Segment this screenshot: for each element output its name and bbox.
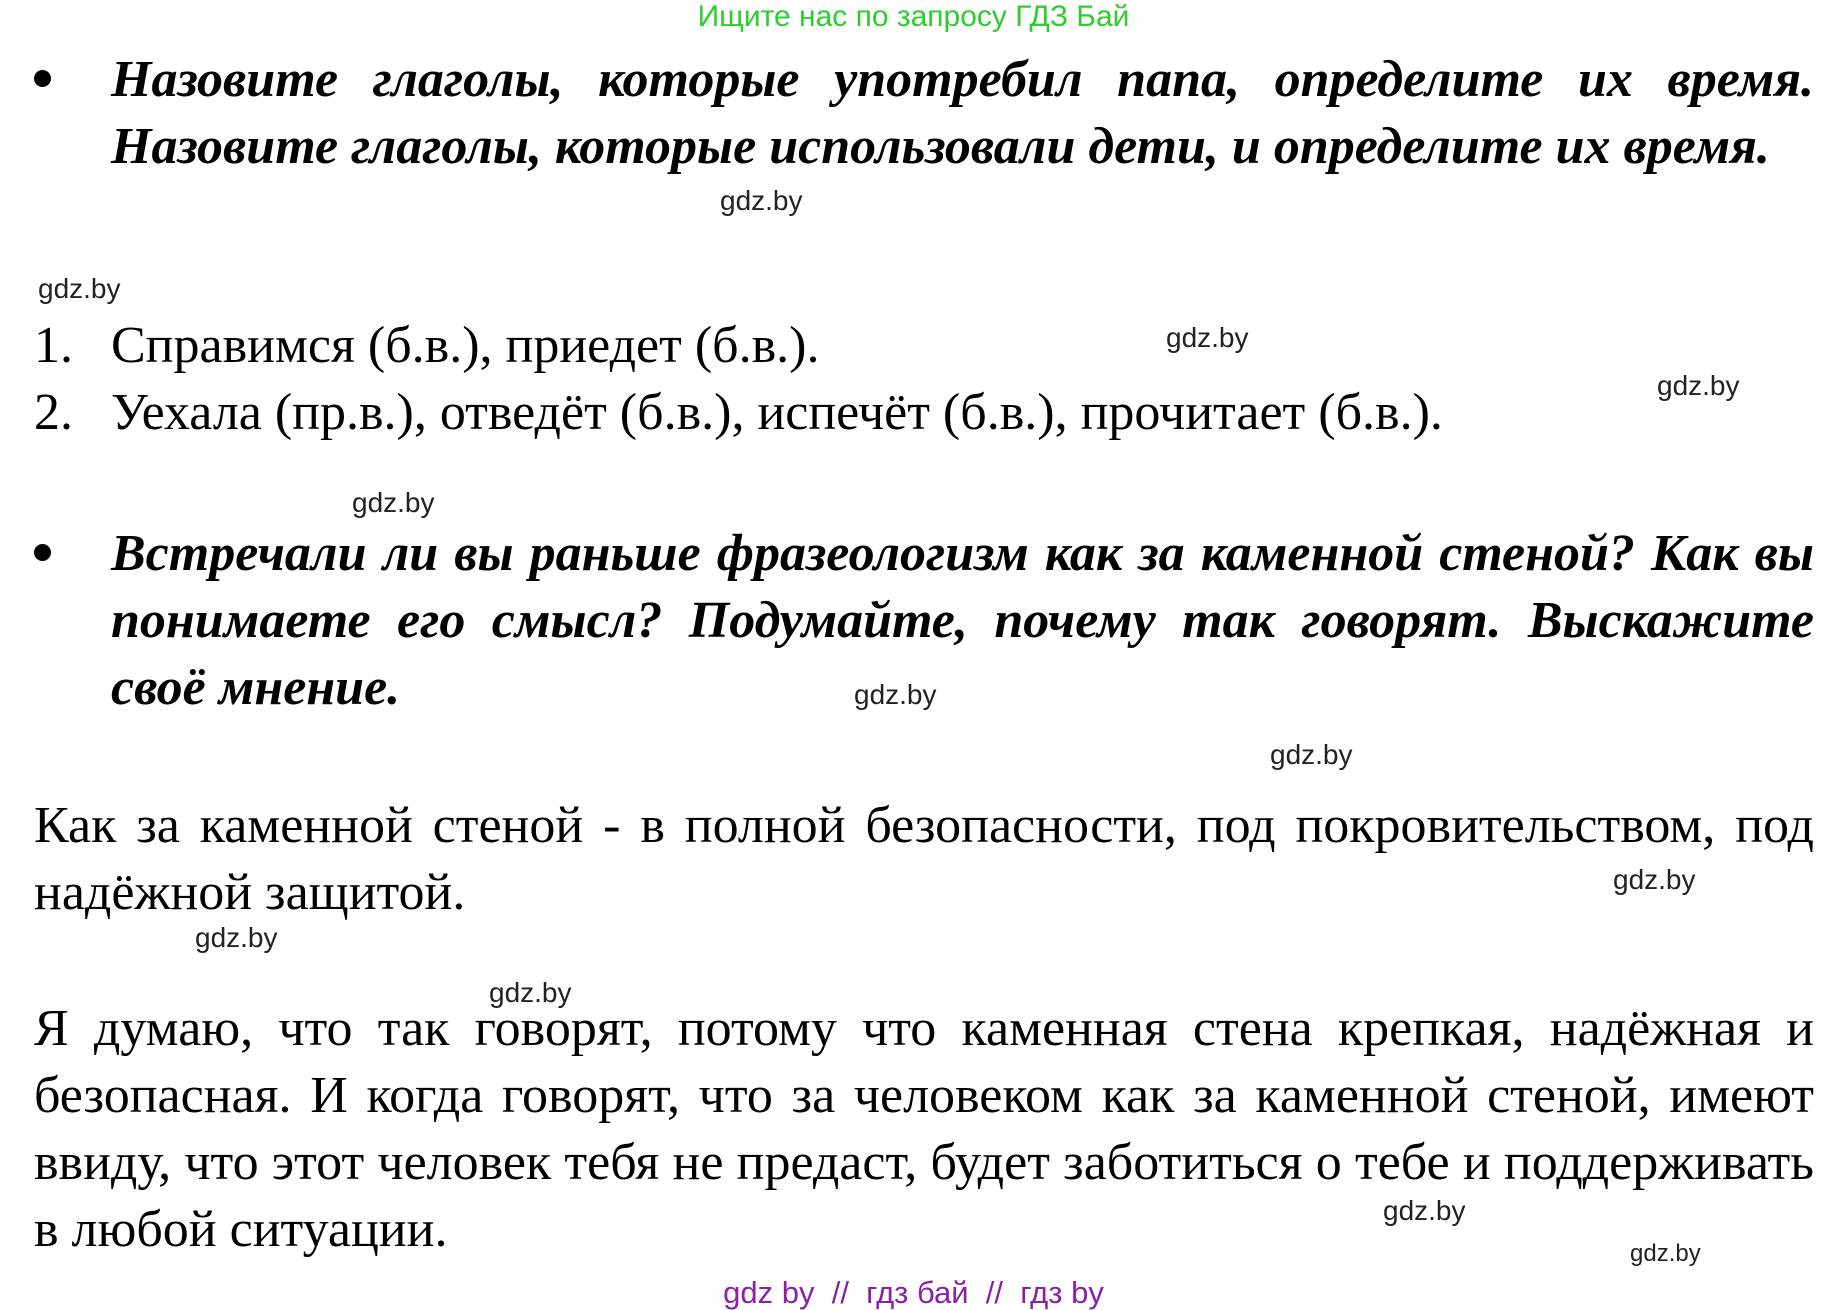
answer-2-opinion: Я думаю, что так говорят, потому что каменная стена крепкая, надёжная и безопасная. И когда говорят, что за человеком как за каменной стеной, имеют ввиду, что этот человек тебя не предаст, будет заботиться о тебе и поддерживать в любой ситуации.	[34, 1000, 1814, 1258]
list-item-number: 2.	[34, 384, 73, 441]
question-1-text: Назовите глаголы, которые употребил папа, определите их время. Назовите глаголы, которые использовали дети, и определите их время.	[111, 51, 1814, 175]
watermark: gdz.by	[720, 185, 803, 216]
answer-list-1	[34, 312, 1814, 446]
list-item	[34, 312, 1814, 379]
top-banner: Ищите нас по запросу ГДЗ Бай	[697, 0, 1130, 33]
watermark: gdz.by	[352, 487, 435, 518]
watermark: gdz.by	[1613, 864, 1696, 895]
watermark: gdz.by	[1657, 370, 1740, 401]
watermark: gdz.by	[854, 679, 937, 710]
list-item-text: Справимся (б.в.), приедет (б.в.).	[111, 317, 820, 374]
answer-2-definition: Как за каменной стеной - в полной безопасности, под покровительством, под надёжной защитой.	[34, 797, 1814, 921]
watermark: gdz.by	[1270, 739, 1353, 770]
watermark: gdz.by	[1383, 1195, 1466, 1226]
watermark: gdz.by	[38, 273, 121, 304]
list-item-text: Уехала (пр.в.), отведёт (б.в.), испечёт (б.в.), прочитает (б.в.).	[111, 384, 1443, 441]
question-2-text: Встречали ли вы раньше фразеологизм как за каменной стеной? Как вы понимаете его смысл? Подумайте, почему так говорят. Выскажите своё мнение.	[111, 525, 1814, 716]
list-item-number: 1.	[34, 317, 73, 374]
bullet-icon	[34, 544, 51, 561]
question-1	[34, 46, 1814, 180]
watermark: gdz.by	[195, 922, 278, 953]
watermark: gdz.by	[489, 977, 572, 1008]
watermark: gdz.by	[1166, 322, 1249, 353]
list-item	[34, 379, 1814, 446]
watermark: gdz.by	[1630, 1240, 1701, 1267]
footer-links: gdz by // гдз бай // гдз by	[723, 1275, 1104, 1310]
bullet-icon	[34, 70, 51, 87]
